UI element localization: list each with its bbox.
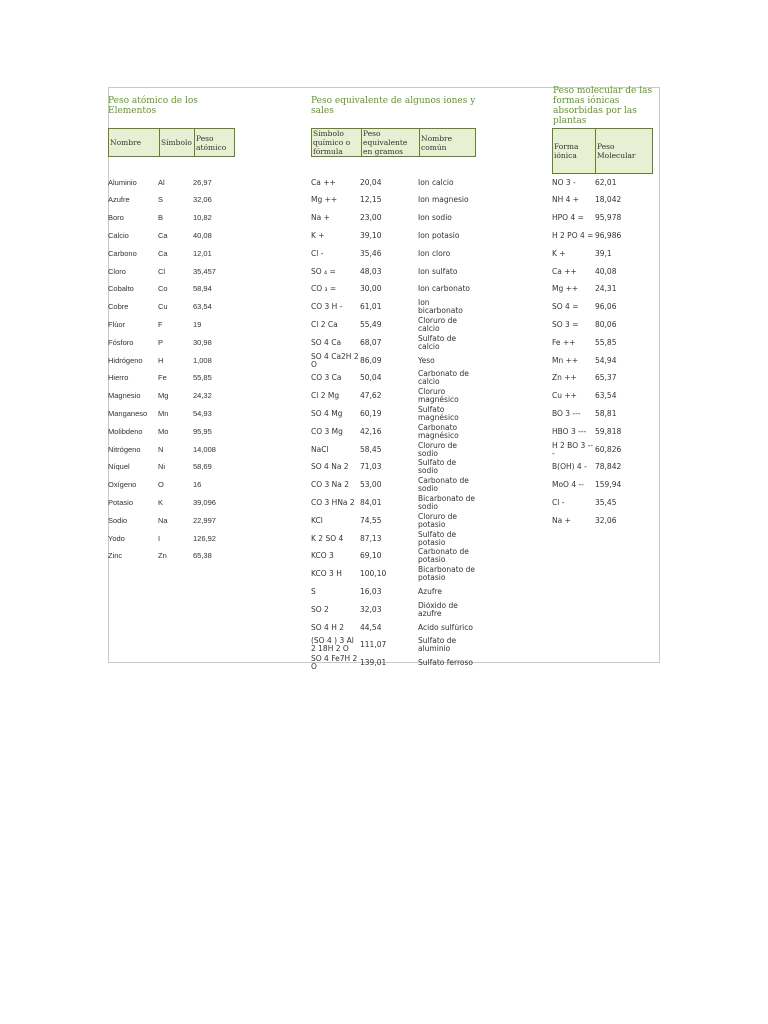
section2-row bbox=[311, 512, 476, 529]
section3-cell: NH 4 + bbox=[552, 196, 580, 205]
section2-cell: 23,00 bbox=[360, 214, 382, 223]
section3-row bbox=[552, 405, 645, 422]
section2-header bbox=[311, 128, 476, 157]
section2-cell: 87,13 bbox=[360, 534, 382, 543]
section2-row bbox=[311, 405, 476, 422]
section2-cell: K 2 SO 4 bbox=[311, 534, 344, 543]
section1-cell: Cobre bbox=[108, 303, 129, 312]
section3-cell: BO 3 --- bbox=[552, 409, 581, 418]
section2-cell: Ion magnesio bbox=[418, 196, 469, 205]
section1-cell: N bbox=[158, 445, 164, 454]
section1-cell: Zinc bbox=[108, 552, 123, 561]
section3-cell: 78,842 bbox=[595, 463, 622, 472]
section3-row bbox=[552, 316, 645, 333]
section2-cell: SO 4 Ca2H 2 O bbox=[311, 352, 359, 369]
section2-header-cell: Peso equivalente en gramos bbox=[361, 129, 419, 156]
section2-cell: Ion cloro bbox=[418, 249, 451, 258]
section1-row bbox=[108, 192, 238, 209]
section1-cell: Na bbox=[158, 516, 168, 525]
section1-cell: Calcio bbox=[108, 231, 129, 240]
section2-cell: Sulfato de potasio bbox=[418, 530, 457, 547]
section2-row bbox=[311, 281, 476, 298]
section1-cell: H bbox=[158, 356, 164, 365]
section2-cell: Ion bicarbonato bbox=[418, 299, 463, 316]
section1-cell: Potasio bbox=[108, 498, 134, 507]
section1-cell: Flúor bbox=[108, 320, 126, 329]
section2-cell: SO 4 H 2 bbox=[311, 623, 344, 632]
section2-header-cell: Símbolo químico o fórmula bbox=[313, 129, 351, 156]
section3-cell: 59,818 bbox=[595, 427, 622, 436]
section1-cell: Mo bbox=[158, 427, 169, 436]
section1-cell: 95,95 bbox=[193, 427, 212, 436]
section3-cell: Cu ++ bbox=[552, 392, 577, 401]
section1-cell: Hierro bbox=[108, 374, 129, 383]
section2-row bbox=[311, 530, 476, 547]
section2-cell: SO 4 Fe7H 2 O bbox=[311, 655, 358, 672]
section3-cell: 159,94 bbox=[595, 481, 622, 490]
section1-row bbox=[108, 459, 238, 476]
section3-cell: HPO 4 = bbox=[552, 214, 584, 223]
section3-cell: 40,08 bbox=[595, 267, 617, 276]
section1-cell: K bbox=[158, 498, 164, 507]
section2-cell: Cl 2 Ca bbox=[311, 320, 338, 329]
section2-cell: 58,45 bbox=[360, 445, 382, 454]
section3-row bbox=[552, 334, 645, 351]
section3-cell: B(OH) 4 - bbox=[552, 463, 587, 472]
section3-cell: SO 4 = bbox=[552, 303, 579, 312]
section2-row bbox=[311, 316, 476, 333]
section2-cell: Sulfato de calcio bbox=[418, 334, 457, 351]
section2-cell: SO 4 Mg bbox=[311, 409, 343, 418]
section2-cell: SO ₄ = bbox=[311, 267, 336, 276]
section1-row bbox=[108, 405, 238, 422]
section3-cell: 18,042 bbox=[595, 196, 622, 205]
section1-cell: Fósforo bbox=[108, 338, 134, 347]
section2-row bbox=[311, 477, 476, 494]
section2-cell: Cloruro magnésico bbox=[418, 388, 459, 405]
section2-row bbox=[311, 334, 476, 351]
section1-cell: 12,01 bbox=[193, 249, 212, 258]
section1-row bbox=[108, 477, 238, 494]
section1-cell: Sodio bbox=[108, 516, 128, 525]
section3-cell: H 2 PO 4 = bbox=[552, 231, 594, 240]
section2-cell: 139,01 bbox=[360, 659, 387, 668]
section2-title: Peso equivalente de algunos iones y sales bbox=[311, 96, 476, 116]
section2-cell: (SO 4 ) 3 Al 2 18H 2 O bbox=[311, 637, 354, 654]
section3-cell: 55,85 bbox=[595, 338, 617, 347]
section3-row bbox=[552, 512, 645, 529]
section3-cell: 39,1 bbox=[595, 249, 612, 258]
section3-row bbox=[552, 423, 645, 440]
section1-cell: Cl bbox=[158, 267, 166, 276]
section3-row bbox=[552, 263, 645, 280]
section1-cell: I bbox=[158, 534, 161, 543]
section1-cell: Fe bbox=[158, 374, 167, 383]
section2-cell: 50,04 bbox=[360, 374, 382, 383]
section1-row bbox=[108, 245, 238, 262]
section2-cell: CO ₃ = bbox=[311, 285, 337, 294]
section1-cell: 24,32 bbox=[193, 392, 212, 401]
section1-row bbox=[108, 352, 238, 369]
section2-cell: 84,01 bbox=[360, 498, 382, 507]
section2-cell: Carbonato de potasio bbox=[418, 548, 469, 565]
section2-cell: Sulfato ferroso bbox=[418, 659, 473, 668]
section1-cell: Ca bbox=[158, 231, 168, 240]
section3-header-cell: Forma iónica bbox=[554, 142, 579, 160]
section2-row bbox=[311, 441, 476, 458]
section2-row bbox=[311, 227, 476, 244]
section1-cell: 39,096 bbox=[193, 498, 216, 507]
section2-cell: Ion carbonato bbox=[418, 285, 470, 294]
section3-cell: NO 3 - bbox=[552, 178, 576, 187]
section2-row bbox=[311, 299, 476, 316]
section1-cell: Carbono bbox=[108, 249, 137, 258]
section1-cell: P bbox=[158, 338, 164, 347]
section2-cell: 100,10 bbox=[360, 570, 387, 579]
section2-cell: 61,01 bbox=[360, 303, 382, 312]
section1-cell: Yodo bbox=[108, 534, 125, 543]
section1-header-cell: Nombre bbox=[110, 138, 142, 147]
section1-cell: 22,997 bbox=[193, 516, 216, 525]
section1-cell: Cloro bbox=[108, 267, 126, 276]
section2-row bbox=[311, 459, 476, 476]
section2-row bbox=[311, 352, 476, 369]
section1-cell: 32,06 bbox=[193, 196, 212, 205]
section3-cell: 32,06 bbox=[595, 516, 617, 525]
section1-cell: Co bbox=[158, 285, 168, 294]
section2-cell: 16,03 bbox=[360, 587, 382, 596]
section2-cell: CO 3 HNa 2 bbox=[311, 498, 355, 507]
section3-cell: HBO 3 --- bbox=[552, 427, 587, 436]
section2-cell: 69,10 bbox=[360, 552, 382, 561]
section2-cell: KCO 3 H bbox=[311, 570, 342, 579]
section3-row bbox=[552, 192, 645, 209]
section1-header bbox=[108, 128, 235, 157]
section3-cell: SO 3 = bbox=[552, 320, 579, 329]
section1-cell: 126,92 bbox=[193, 534, 216, 543]
section3-cell: 60,826 bbox=[595, 445, 622, 454]
section2-cell: Azufre bbox=[418, 587, 442, 596]
section1-cell: 65,38 bbox=[193, 552, 212, 561]
section1-cell: 1,008 bbox=[193, 356, 212, 365]
section3-cell: Mg ++ bbox=[552, 285, 579, 294]
section2-cell: 20,04 bbox=[360, 178, 382, 187]
section2-row bbox=[311, 619, 476, 636]
section2-cell: SO 4 Ca bbox=[311, 338, 342, 347]
section3-header bbox=[552, 128, 653, 174]
section1-row bbox=[108, 227, 238, 244]
section2-cell: 68,07 bbox=[360, 338, 382, 347]
section2-cell: 74,55 bbox=[360, 516, 382, 525]
section3-title: Peso molecular de las formas iónicas absorbidas por las plantas bbox=[553, 86, 653, 126]
section1-header-cell: Peso atómico bbox=[194, 129, 234, 156]
section3-cell: 95,978 bbox=[595, 214, 622, 223]
section1-cell: 63,54 bbox=[193, 303, 212, 312]
section3-row bbox=[552, 174, 645, 191]
section1-cell: 35,457 bbox=[193, 267, 216, 276]
section2-cell: Cl - bbox=[311, 249, 324, 258]
section2-row bbox=[311, 423, 476, 440]
section2-row bbox=[311, 637, 476, 654]
section2-row bbox=[311, 566, 476, 583]
section1-cell: Hidrógeno bbox=[108, 356, 143, 365]
section2-cell: NaCl bbox=[311, 445, 329, 454]
section1-cell: 14,008 bbox=[193, 445, 216, 454]
section3-row bbox=[552, 245, 645, 262]
section3-cell: 80,06 bbox=[595, 320, 617, 329]
section2-cell: Ca ++ bbox=[311, 178, 336, 187]
section3-header-cell: Peso Molecular bbox=[595, 129, 652, 173]
section3-cell: 65,37 bbox=[595, 374, 617, 383]
section2-cell: Bicarbonato de sodio bbox=[418, 494, 476, 511]
section2-cell: S bbox=[311, 587, 316, 596]
section3-cell: 63,54 bbox=[595, 392, 617, 401]
section2-cell: 48,03 bbox=[360, 267, 382, 276]
section1-cell: Ni bbox=[158, 463, 166, 472]
section1-cell: Oxígeno bbox=[108, 481, 137, 490]
section2-cell: 60,19 bbox=[360, 409, 382, 418]
section3-row bbox=[552, 477, 645, 494]
section3-row bbox=[552, 370, 645, 387]
section1-cell: O bbox=[158, 481, 164, 490]
section2-cell: Ion sodio bbox=[418, 214, 452, 223]
section2-cell: SO 4 Na 2 bbox=[311, 463, 349, 472]
section2-cell: Sulfato de aluminio bbox=[418, 637, 457, 654]
section3-cell: 62,01 bbox=[595, 178, 617, 187]
section1-cell: Níquel bbox=[108, 463, 130, 472]
section2-row bbox=[311, 192, 476, 209]
section2-cell: Ion calcio bbox=[418, 178, 454, 187]
section2-cell: 47,62 bbox=[360, 392, 382, 401]
section2-cell: Yeso bbox=[418, 356, 435, 365]
section2-row bbox=[311, 210, 476, 227]
section3-cell: 24,31 bbox=[595, 285, 617, 294]
section2-cell: Cl 2 Mg bbox=[311, 392, 340, 401]
section1-row bbox=[108, 548, 238, 565]
section2-cell: CO 3 H - bbox=[311, 303, 343, 312]
section2-cell: 71,03 bbox=[360, 463, 382, 472]
section1-header-cell: Símbolo bbox=[159, 129, 194, 156]
section3-cell: Ca ++ bbox=[552, 267, 577, 276]
section1-cell: Magnesio bbox=[108, 392, 141, 401]
section3-cell: Mn ++ bbox=[552, 356, 579, 365]
section1-row bbox=[108, 388, 238, 405]
section2-cell: Cloruro de sodio bbox=[418, 441, 458, 458]
section1-cell: Cu bbox=[158, 303, 168, 312]
section2-cell: Ion potasio bbox=[418, 231, 460, 240]
section3-cell: H 2 BO 3 --- bbox=[552, 441, 594, 458]
section2-row bbox=[311, 494, 476, 511]
section2-cell: Carbonato de sodio bbox=[418, 477, 469, 494]
section2-cell: CO 3 Na 2 bbox=[311, 481, 350, 490]
section3-row bbox=[552, 281, 645, 298]
section3-cell: Na + bbox=[552, 516, 571, 525]
section1-row bbox=[108, 210, 238, 227]
section2-row bbox=[311, 655, 476, 672]
section2-cell: Sulfato de sodio bbox=[418, 459, 457, 476]
section2-cell: CO 3 Mg bbox=[311, 427, 343, 436]
section1-row bbox=[108, 530, 238, 547]
section1-cell: Nitrógeno bbox=[108, 445, 141, 454]
section1-cell: 40,08 bbox=[193, 231, 212, 240]
section3-cell: 35,45 bbox=[595, 498, 617, 507]
section1-cell: Mn bbox=[158, 409, 169, 418]
section2-cell: Cloruro de calcio bbox=[418, 316, 458, 333]
section2-cell: 86,09 bbox=[360, 356, 382, 365]
section3-row bbox=[552, 441, 645, 458]
section2-cell: 12,15 bbox=[360, 196, 382, 205]
section2-cell: Bicarbonato de potasio bbox=[418, 566, 476, 583]
section3-cell: Cl - bbox=[552, 498, 565, 507]
section2-header-cell: Nombre común bbox=[419, 129, 475, 156]
section2-row bbox=[311, 174, 476, 191]
section2-cell: 30,00 bbox=[360, 285, 382, 294]
section1-cell: Mg bbox=[158, 392, 169, 401]
section1-cell: 10,82 bbox=[193, 214, 212, 223]
section3-cell: 58,81 bbox=[595, 409, 617, 418]
section2-cell: 35,46 bbox=[360, 249, 382, 258]
section3-row bbox=[552, 388, 645, 405]
section2-cell: KCO 3 bbox=[311, 552, 334, 561]
section1-title: Peso atómico de los Elementos bbox=[108, 96, 198, 116]
section3-cell: 96,06 bbox=[595, 303, 617, 312]
section1-cell: B bbox=[158, 214, 164, 223]
section1-cell: Al bbox=[158, 178, 165, 187]
section2-cell: Na + bbox=[311, 214, 330, 223]
section3-cell: 96,986 bbox=[595, 231, 622, 240]
section2-row bbox=[311, 548, 476, 565]
section2-cell: 53,00 bbox=[360, 481, 382, 490]
section2-cell: Ácido sulfúrico bbox=[418, 623, 473, 632]
section1-row bbox=[108, 263, 238, 280]
section1-row bbox=[108, 370, 238, 387]
section1-cell: 54,93 bbox=[193, 409, 212, 418]
section2-cell: 111,07 bbox=[360, 641, 387, 650]
section1-cell: F bbox=[158, 320, 163, 329]
section2-cell: 32,03 bbox=[360, 605, 382, 614]
section3-cell: MoO 4 -- bbox=[552, 481, 584, 490]
section3-row bbox=[552, 352, 645, 369]
section2-cell: 55,49 bbox=[360, 320, 382, 329]
section1-row bbox=[108, 299, 238, 316]
section1-cell: 19 bbox=[193, 320, 202, 329]
section2-cell: Mg ++ bbox=[311, 196, 338, 205]
section3-row bbox=[552, 494, 645, 511]
section1-row bbox=[108, 441, 238, 458]
section2-cell: SO 2 bbox=[311, 605, 329, 614]
section1-cell: 30,98 bbox=[193, 338, 212, 347]
section2-cell: KCl bbox=[311, 516, 323, 525]
section3-row bbox=[552, 227, 645, 244]
section1-cell: 16 bbox=[193, 481, 202, 490]
section2-row bbox=[311, 370, 476, 387]
section2-cell: Cloruro de potasio bbox=[418, 512, 458, 529]
section1-row bbox=[108, 334, 238, 351]
section2-cell: Dióxido de azufre bbox=[418, 601, 458, 618]
section1-row bbox=[108, 281, 238, 298]
section1-cell: Aluminio bbox=[108, 178, 137, 187]
section2-cell: 44,54 bbox=[360, 623, 382, 632]
section1-row bbox=[108, 174, 238, 191]
section3-row bbox=[552, 459, 645, 476]
section1-cell: Zn bbox=[158, 552, 167, 561]
section2-row bbox=[311, 601, 476, 618]
section1-cell: Molibdeno bbox=[108, 427, 143, 436]
section1-cell: Azufre bbox=[108, 196, 130, 205]
section1-cell: 26,97 bbox=[193, 178, 212, 187]
section1-cell: 58,94 bbox=[193, 285, 212, 294]
section2-cell: Ion sulfato bbox=[418, 267, 458, 276]
section1-cell: 58,69 bbox=[193, 463, 212, 472]
section2-row bbox=[311, 263, 476, 280]
section1-row bbox=[108, 512, 238, 529]
section1-cell: S bbox=[158, 196, 164, 205]
section1-cell: 55,85 bbox=[193, 374, 212, 383]
section2-cell: Carbonato magnésico bbox=[418, 423, 459, 440]
section1-cell: Manganeso bbox=[108, 409, 148, 418]
section2-cell: CO 3 Ca bbox=[311, 374, 342, 383]
section1-cell: Ca bbox=[158, 249, 168, 258]
section1-row bbox=[108, 494, 238, 511]
section2-cell: K + bbox=[311, 231, 325, 240]
section1-cell: Cobalto bbox=[108, 285, 134, 294]
section2-cell: Sulfato magnésico bbox=[418, 405, 459, 422]
section1-row bbox=[108, 316, 238, 333]
section2-cell: Carbonato de calcio bbox=[418, 370, 469, 387]
section2-row bbox=[311, 583, 476, 600]
section2-cell: 39,10 bbox=[360, 231, 382, 240]
section1-row bbox=[108, 423, 238, 440]
section3-cell: Fe ++ bbox=[552, 338, 576, 347]
section2-cell: 42,16 bbox=[360, 427, 382, 436]
section2-row bbox=[311, 245, 476, 262]
section3-row bbox=[552, 210, 645, 227]
section3-cell: 54,94 bbox=[595, 356, 617, 365]
section3-cell: K + bbox=[552, 249, 566, 258]
section2-row bbox=[311, 388, 476, 405]
section3-row bbox=[552, 299, 645, 316]
section3-cell: Zn ++ bbox=[552, 374, 577, 383]
section1-cell: Boro bbox=[108, 214, 124, 223]
